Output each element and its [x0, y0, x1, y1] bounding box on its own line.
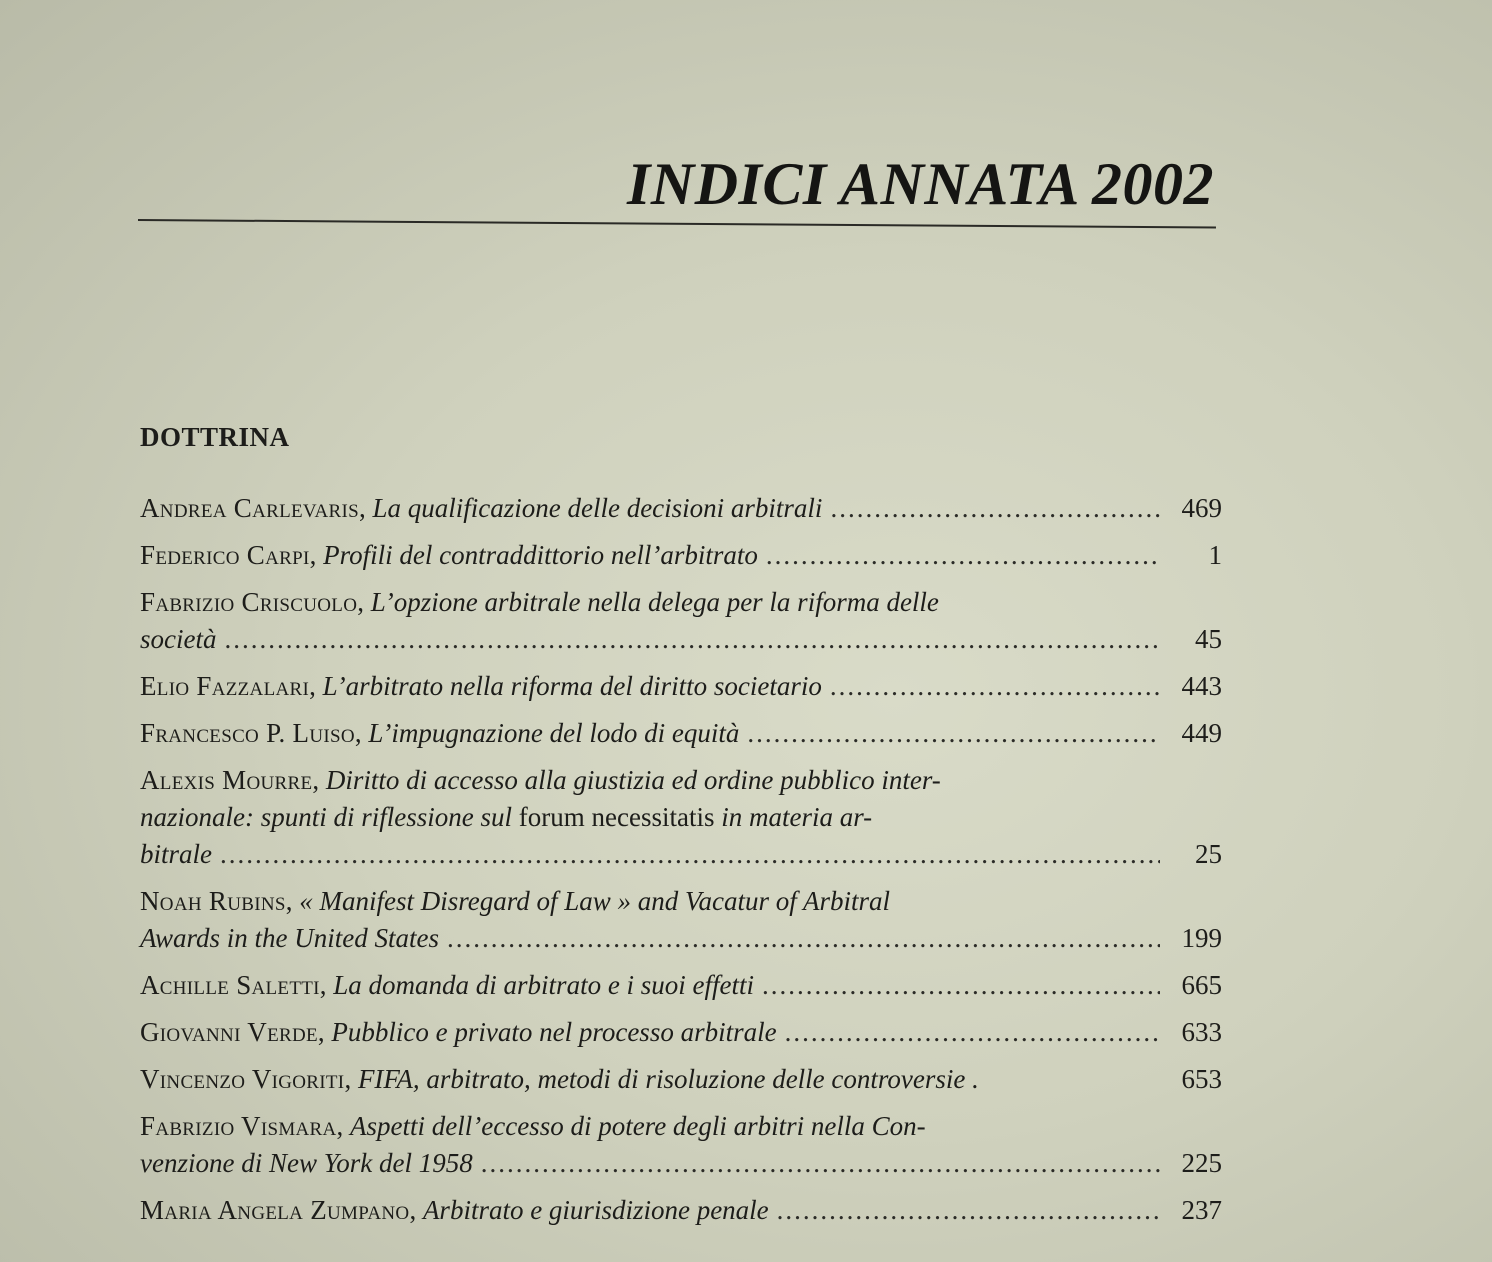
entry-page-number: 665 [1181, 970, 1222, 1000]
entry-page-number: 237 [1181, 1195, 1222, 1225]
entry-body: Elio Fazzalari, L’arbitrato nella riforma del diritto societario ..... [140, 668, 1160, 705]
entry-body: Fabrizio Vismara, Aspetti dell’eccesso di potere degli arbitri nella Con- venzione di New York del 1958 ..... [140, 1108, 1160, 1182]
toc-entry [140, 584, 1222, 658]
entry-body: Alexis Mourre, Diritto di accesso alla giustizia ed ordine pubblico inter- nazionale: spunti di riflessione sul forum necessitatis in materia ar- bitrale ..... [140, 762, 1160, 873]
entry-page-number: 633 [1181, 1017, 1222, 1047]
entry-author: Andrea Carlevaris [140, 493, 359, 523]
toc-entry [140, 967, 1222, 1004]
entry-title: « Manifest Disregard of Law » and Vacatur of Arbitral [299, 886, 891, 916]
toc-entry [140, 490, 1222, 527]
entry-title-continued: società [140, 624, 217, 654]
toc-entry [140, 883, 1222, 957]
entry-page-number: 199 [1181, 923, 1222, 953]
section-heading: DOTTRINA [140, 422, 290, 452]
dot-leader [785, 1014, 1160, 1051]
entry-title-roman-phrase: forum necessitatis [518, 802, 715, 832]
entry-title: L’opzione arbitrale nella delega per la riforma delle [370, 587, 939, 617]
entry-page-number: 469 [1181, 493, 1222, 523]
entry-page-number: 449 [1181, 718, 1222, 748]
entry-author: Vincenzo Vigoriti [140, 1064, 345, 1094]
entry-author: Noah Rubins [140, 886, 286, 916]
entry-title-continued: venzione di New York del 1958 [140, 1148, 473, 1178]
toc-entry [140, 1108, 1222, 1182]
entry-page-number: 225 [1181, 1148, 1222, 1178]
page-title: INDICI ANNATA 2002 [627, 151, 1214, 217]
entry-body: Fabrizio Criscuolo, L’opzione arbitrale nella delega per la riforma delle società ..... [140, 584, 1160, 658]
dot-leader [224, 621, 1160, 658]
entry-page-number: 653 [1181, 1064, 1222, 1094]
entry-author: Alexis Mourre [140, 765, 313, 795]
entry-title: Pubblico e privato nel processo arbitrale [331, 1017, 777, 1047]
dot-leader [447, 920, 1160, 957]
entry-page-number: 1 [1208, 540, 1222, 570]
dot-leader [830, 668, 1160, 705]
entry-body: Federico Carpi, Profili del contraddittorio nell’arbitrato ..... [140, 537, 1160, 574]
entry-author: Giovanni Verde [140, 1017, 318, 1047]
title-rule [138, 219, 1216, 229]
entry-author: Elio Fazzalari [140, 671, 310, 701]
entry-title-continued: bitrale [140, 839, 212, 869]
entry-author: Francesco P. Luiso [140, 718, 355, 748]
dot-leader [777, 1192, 1160, 1229]
entry-title: FIFA, arbitrato, metodi di risoluzione delle controversie . [357, 1064, 979, 1094]
entry-page-number: 45 [1195, 624, 1222, 654]
dot-leader [766, 537, 1160, 574]
toc-entry [140, 715, 1222, 752]
entry-title-continued: nazionale: spunti di riflessione sul [140, 802, 513, 832]
entry-title: L’impugnazione del lodo di equità [368, 718, 740, 748]
entry-body: Francesco P. Luiso, L’impugnazione del lodo di equità ..... [140, 715, 1160, 752]
dot-leader [747, 715, 1160, 752]
entry-body: Vincenzo Vigoriti, FIFA, arbitrato, metodi di risoluzione delle controversie . [140, 1064, 979, 1094]
entry-author: Fabrizio Criscuolo [140, 587, 358, 617]
toc-entry [140, 1192, 1222, 1229]
dot-leader [481, 1145, 1160, 1182]
table-of-contents [140, 490, 1222, 1239]
entry-title-continued: Awards in the United States [140, 923, 439, 953]
dot-leader [762, 967, 1160, 1004]
entry-title: Aspetti dell’eccesso di potere degli arbitri nella Con- [350, 1111, 926, 1141]
entry-body: Andrea Carlevaris, La qualificazione delle decisioni arbitrali ..... [140, 490, 1160, 527]
entry-title: Arbitrato e giurisdizione penale [422, 1195, 769, 1225]
entry-title-continued: in materia ar- [721, 802, 873, 832]
entry-page-number: 25 [1195, 839, 1222, 869]
entry-author: Achille Saletti [140, 970, 320, 1000]
entry-title: Diritto di accesso alla giustizia ed ordine pubblico inter- [325, 765, 941, 795]
entry-title: La domanda di arbitrato e i suoi effetti [333, 970, 755, 1000]
toc-entry [140, 1014, 1222, 1051]
entry-body: Maria Angela Zumpano, Arbitrato e giurisdizione penale ..... [140, 1192, 1160, 1229]
entry-author: Federico Carpi [140, 540, 310, 570]
entry-body: Giovanni Verde, Pubblico e privato nel processo arbitrale ..... [140, 1014, 1160, 1051]
entry-body: Achille Saletti, La domanda di arbitrato e i suoi effetti ..... [140, 967, 1160, 1004]
entry-author: Maria Angela Zumpano [140, 1195, 410, 1225]
toc-entry [140, 537, 1222, 574]
dot-leader [220, 836, 1160, 873]
entry-title: L’arbitrato nella riforma del diritto societario [322, 671, 822, 701]
toc-entry [140, 762, 1222, 873]
entry-author: Fabrizio Vismara [140, 1111, 337, 1141]
entry-title: La qualificazione delle decisioni arbitrali [372, 493, 823, 523]
entry-page-number: 443 [1181, 671, 1222, 701]
dot-leader [830, 490, 1160, 527]
toc-entry [140, 1061, 1222, 1098]
entry-title: Profili del contraddittorio nell’arbitrato [323, 540, 758, 570]
toc-entry [140, 668, 1222, 705]
entry-body: Noah Rubins, « Manifest Disregard of Law » and Vacatur of Arbitral Awards in the United States ..... [140, 883, 1160, 957]
